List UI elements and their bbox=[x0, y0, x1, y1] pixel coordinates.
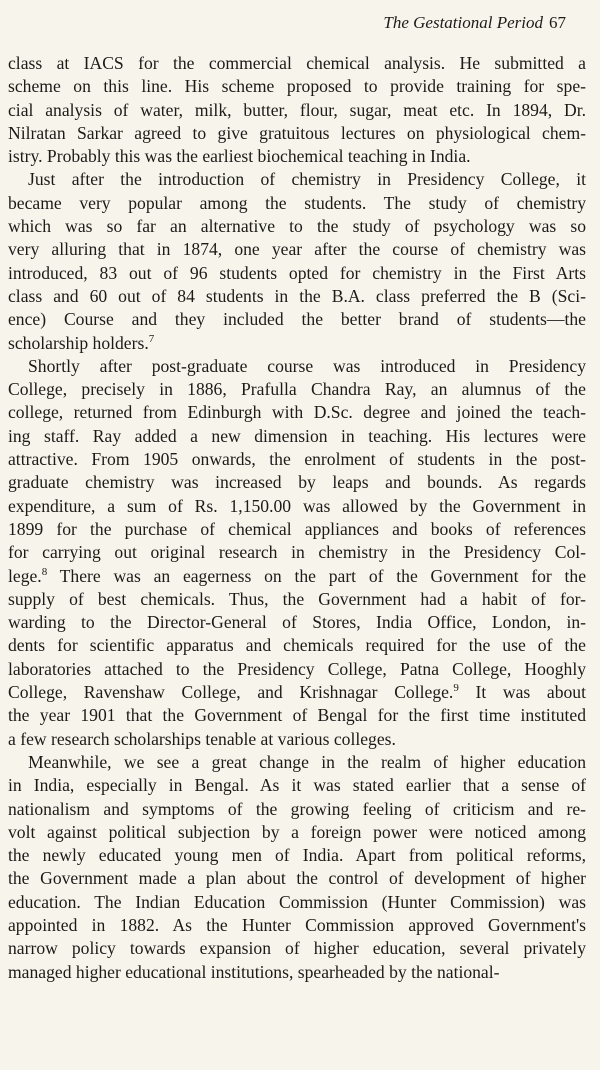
running-head bbox=[383, 12, 566, 34]
text-line: cial analysis of water, milk, butter, flour, sugar, meat etc. In 1894, Dr. bbox=[8, 99, 586, 120]
text-line: class at IACS for the commercial chemical analysis. He submitted a bbox=[8, 53, 586, 73]
text-line: istry. Probably this was the earliest biochemical teaching in India. bbox=[8, 146, 471, 167]
text-line: graduate chemistry was increased by leaps and bounds. As regards bbox=[8, 472, 586, 493]
text-line: attractive. From 1905 onwards, the enrolment of students in the post- bbox=[8, 449, 586, 470]
text-line: college, returned from Edinburgh with D.Sc. degree and joined the teach- bbox=[8, 402, 586, 423]
text-line: which was so far an alternative to the study of psychology was so bbox=[8, 216, 586, 237]
text-line: lege.$^8$ There was an eagerness on the part of the Government for the bbox=[8, 565, 586, 586]
footnote-marker: 8 bbox=[41, 565, 48, 578]
text-line: Meanwhile, we see a great change in the realm of higher education bbox=[28, 751, 586, 772]
page-number: 67 bbox=[549, 13, 566, 32]
chapter-title: The Gestational Period bbox=[383, 13, 543, 32]
text-line: introduced, 83 out of 96 students opted for chemistry in the First Arts bbox=[8, 262, 586, 283]
text-line: 1899 for the purchase of chemical appliances and books of references bbox=[8, 518, 586, 539]
text-line: ing staff. Ray added a new dimension in teaching. His lectures were bbox=[8, 425, 586, 446]
text-line: warding to the Director-General of Stores, India Office, London, in- bbox=[8, 612, 586, 633]
text-line: expenditure, a sum of Rs. 1,150.00 was allowed by the Government in bbox=[8, 495, 586, 516]
text-line: scheme on this line. His scheme proposed to provide training for spe- bbox=[8, 76, 586, 97]
text-line: dents for scientific apparatus and chemicals required for the use of the bbox=[8, 635, 586, 656]
text-line: supply of best chemicals. Thus, the Government had a habit of for- bbox=[8, 588, 586, 609]
text-line: College, precisely in 1886, Prafulla Chandra Ray, an alumnus of the bbox=[8, 379, 586, 400]
body-text bbox=[8, 52, 586, 984]
text-line: volt against political subjection by a foreign power were noticed among bbox=[8, 821, 586, 842]
text-line: nationalism and symptoms of the growing feeling of criticism and re- bbox=[8, 798, 586, 819]
text-line: the newly educated young men of India. Apart from political reforms, bbox=[8, 845, 586, 866]
text-line: Nilratan Sarkar agreed to give gratuitous lectures on physiological chem- bbox=[8, 122, 586, 143]
text-line: in India, especially in Bengal. As it was stated earlier that a sense of bbox=[8, 775, 586, 796]
paragraph bbox=[8, 52, 586, 168]
text-line: appointed in 1882. As the Hunter Commission approved Government's bbox=[8, 914, 586, 935]
text-line: very alluring that in 1874, one year after the course of chemistry was bbox=[8, 239, 586, 260]
paragraph bbox=[8, 168, 586, 354]
text-line: a few research scholarships tenable at various colleges. bbox=[8, 728, 396, 749]
text-line: became very popular among the students. The study of chemistry bbox=[8, 192, 586, 213]
text-line: Shortly after post-graduate course was introduced in Presidency bbox=[28, 355, 586, 376]
text-line: the year 1901 that the Government of Bengal for the first time instituted bbox=[8, 705, 586, 726]
footnote-marker: 9 bbox=[453, 682, 459, 695]
footnote-marker: 7 bbox=[148, 332, 155, 345]
paragraph bbox=[8, 751, 586, 984]
text-line: narrow policy towards expansion of higher education, several privately bbox=[8, 938, 586, 959]
text-line: College, Ravenshaw College, and Krishnagar College.$^9$ It was about bbox=[8, 682, 586, 703]
text-line: for carrying out original research in chemistry in the Presidency Col- bbox=[8, 542, 586, 563]
text-line: ence) Course and they included the better brand of students—the bbox=[8, 309, 586, 330]
text-line: scholarship holders.$^7$ bbox=[8, 332, 155, 353]
text-line: laboratories attached to the Presidency College, Patna College, Hooghly bbox=[8, 658, 586, 679]
text-line: Just after the introduction of chemistry in Presidency College, it bbox=[28, 169, 586, 190]
paragraph bbox=[8, 355, 586, 751]
text-line: education. The Indian Education Commission (Hunter Commission) was bbox=[8, 891, 586, 912]
text-line: class and 60 out of 84 students in the B.A. class preferred the B (Sci- bbox=[8, 285, 586, 306]
text-line: the Government made a plan about the control of development of higher bbox=[8, 868, 586, 889]
text-line: managed higher educational institutions, spearheaded by the national- bbox=[8, 961, 500, 982]
